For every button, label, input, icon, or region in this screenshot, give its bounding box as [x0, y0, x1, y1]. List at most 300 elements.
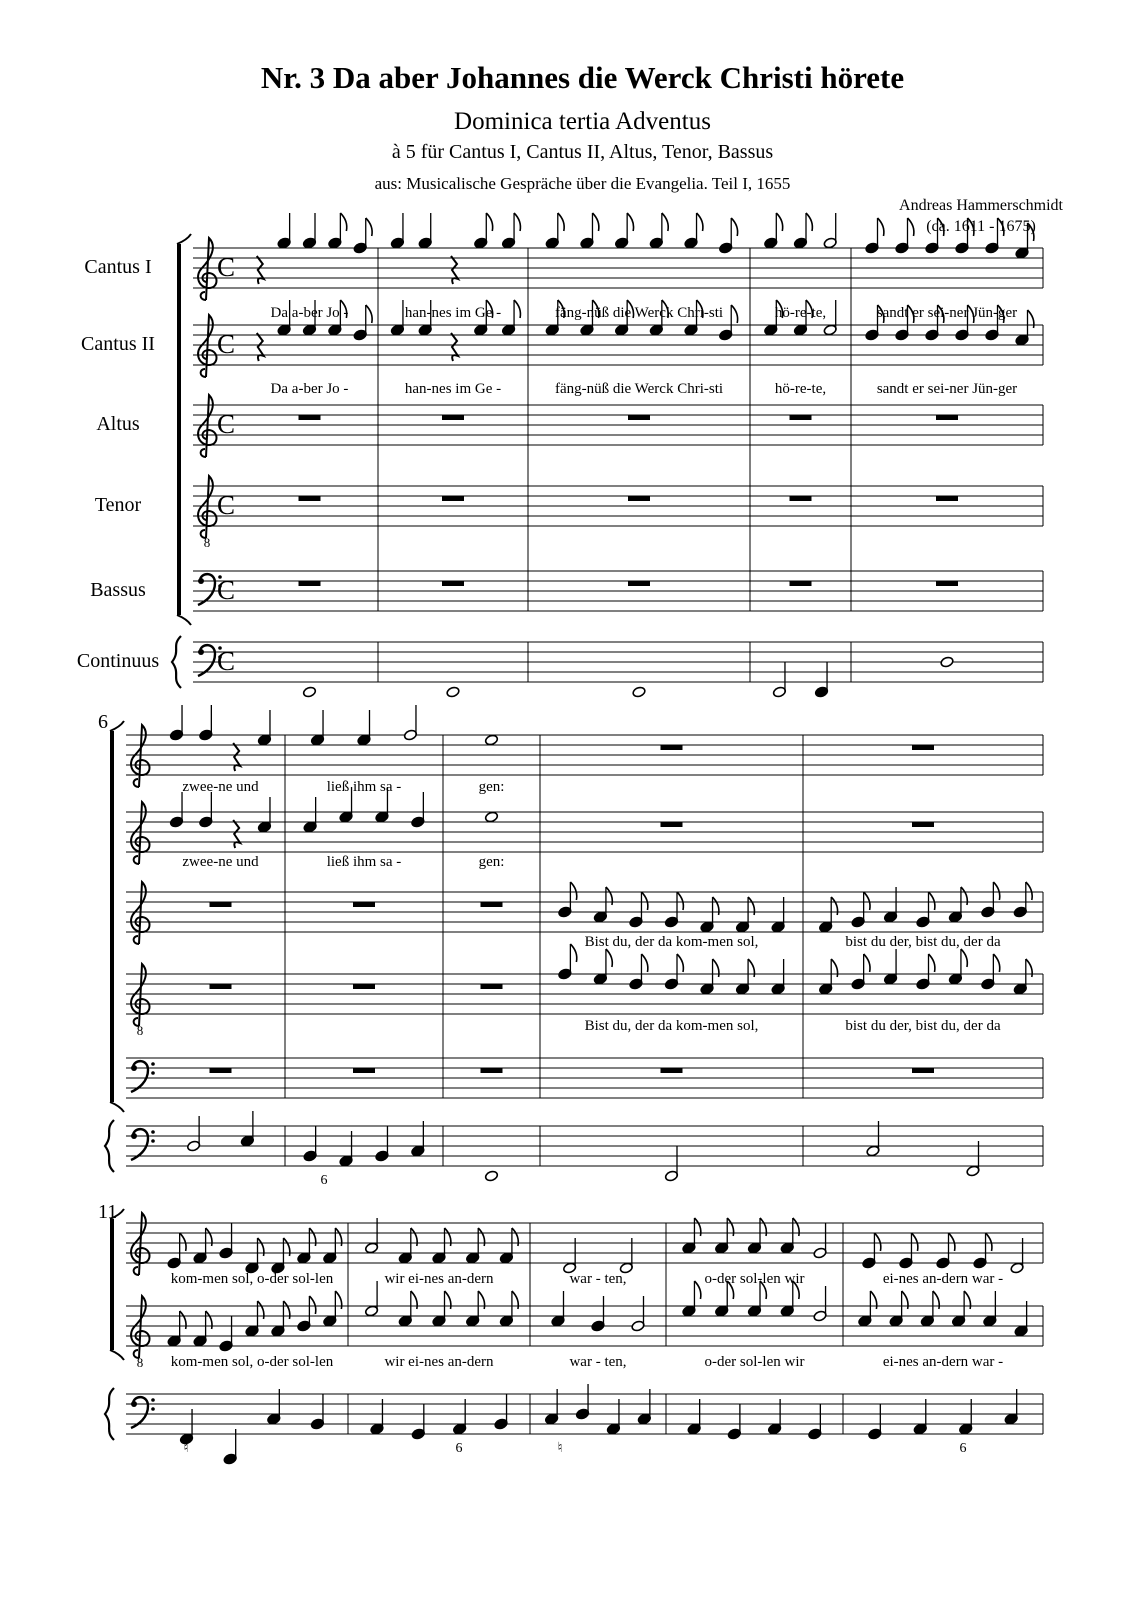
quarter-rest	[257, 256, 264, 284]
bracket-hook	[177, 615, 191, 625]
note-flag	[864, 954, 870, 972]
note	[727, 1404, 741, 1440]
note	[858, 1291, 877, 1327]
lyric: fäng-nüß die Werck Chri-sti	[554, 305, 724, 321]
treble-clef	[131, 964, 149, 1026]
note	[558, 882, 577, 918]
notehead	[484, 734, 498, 746]
lyric: ei-nes an-dern war -	[882, 1354, 1004, 1370]
lyric: zwee-ne und	[182, 854, 259, 870]
note	[664, 954, 683, 990]
whole-rest	[628, 415, 650, 420]
lyric: kom-men sol, o-der sol-len	[170, 1271, 334, 1287]
note-flag	[961, 949, 967, 967]
note	[862, 1233, 881, 1269]
note	[558, 944, 577, 980]
note	[889, 1291, 908, 1327]
note-flag	[776, 213, 782, 231]
note	[772, 662, 786, 698]
system-brace	[172, 636, 181, 688]
note	[257, 710, 271, 746]
voice-label: Cantus II	[81, 333, 155, 355]
note	[719, 218, 738, 254]
quarter-rest	[451, 256, 458, 284]
note-flag	[592, 213, 598, 231]
note	[466, 1291, 485, 1327]
bass-clef	[131, 1397, 155, 1428]
note-flag	[986, 1233, 992, 1251]
notehead	[446, 686, 460, 698]
whole-rest	[353, 984, 375, 989]
lyric: hö-re-te,	[774, 305, 827, 321]
staff-5	[193, 571, 1043, 611]
lyric: gen:	[478, 779, 505, 795]
note	[375, 1126, 389, 1162]
notehead	[632, 686, 646, 698]
note	[303, 797, 317, 833]
note-flag	[993, 882, 999, 900]
octave-mark: 8	[203, 535, 211, 550]
treble-clef-shape	[131, 725, 149, 787]
note	[277, 213, 291, 249]
voice-label: Tenor	[94, 494, 142, 516]
bass-clef-dot	[131, 1133, 137, 1139]
note	[169, 792, 183, 828]
whole-rest	[936, 496, 958, 501]
octave-mark: 8	[136, 1023, 144, 1038]
bass-clef-dot	[151, 1130, 155, 1134]
note	[981, 954, 1000, 990]
treble-clef-shape	[131, 1296, 149, 1358]
note	[916, 954, 935, 990]
note	[629, 954, 648, 990]
note	[981, 882, 1000, 918]
whole-rest	[628, 496, 650, 501]
note	[545, 213, 564, 249]
note	[219, 1223, 233, 1259]
whole-rest	[481, 1068, 503, 1073]
note	[632, 686, 646, 698]
note	[411, 1404, 425, 1440]
note	[952, 1291, 971, 1327]
whole-rest	[628, 581, 650, 586]
note	[357, 710, 371, 746]
note	[390, 300, 404, 336]
note	[629, 892, 648, 928]
whole-rest	[299, 415, 321, 420]
figured-bass: 6	[455, 1441, 463, 1456]
figured-bass: ♮	[183, 1441, 189, 1456]
whole-rest	[299, 496, 321, 501]
scoring-line: à 5 für Cantus I, Cantus II, Altus, Tenor, Bassus	[391, 141, 774, 163]
note	[813, 1223, 827, 1259]
whole-rest	[299, 581, 321, 586]
treble-clef	[131, 882, 149, 944]
bass-clef	[131, 1129, 155, 1160]
note-flag	[949, 1233, 955, 1251]
note-flag	[641, 892, 647, 910]
treble-clef	[198, 238, 216, 300]
note-flag	[731, 218, 737, 236]
composer-name: Andreas Hammerschmidt	[899, 197, 1063, 214]
note	[851, 892, 870, 928]
note	[199, 705, 213, 741]
note-flag	[694, 1281, 700, 1299]
note	[736, 959, 755, 995]
staff-2	[193, 315, 1043, 377]
lyric: gen:	[478, 854, 505, 870]
treble-clef-shape	[198, 395, 216, 457]
notehead	[302, 686, 316, 698]
lyric: ei-nes an-dern war -	[882, 1271, 1004, 1287]
piece-title: Nr. 3 Da aber Johannes die Werck Christi hörete	[260, 60, 905, 95]
note	[814, 662, 828, 698]
note	[700, 959, 719, 995]
whole-rest	[353, 1068, 375, 1073]
treble-clef-shape	[131, 802, 149, 864]
voice-label: Altus	[96, 413, 140, 435]
note	[1013, 882, 1032, 918]
note-flag	[558, 213, 564, 231]
note-flag	[908, 218, 914, 236]
note	[823, 213, 837, 249]
whole-rest	[442, 496, 464, 501]
figured-bass: 6	[320, 1173, 328, 1188]
notehead	[940, 656, 954, 668]
lyric: hö-re-te,	[774, 381, 827, 397]
note	[808, 1404, 822, 1440]
note	[631, 1296, 645, 1332]
note	[257, 797, 271, 833]
note-flag	[929, 892, 935, 910]
note	[501, 213, 520, 249]
treble-clef-shape	[198, 315, 216, 377]
note-flag	[340, 213, 346, 231]
lyric: bist du der, bist du, der da	[845, 1018, 1001, 1034]
note-flag	[938, 218, 944, 236]
note	[398, 1291, 417, 1327]
lyric: Da a-ber Jo -	[270, 305, 349, 321]
note-flag	[998, 218, 1004, 236]
note	[169, 705, 183, 741]
note	[682, 1281, 701, 1317]
note	[418, 213, 432, 249]
lyric: sandt er sei-ner Jün-ger	[876, 381, 1018, 397]
note	[771, 959, 785, 995]
note	[219, 1316, 233, 1352]
note-flag	[968, 218, 974, 236]
note-flag	[874, 1233, 880, 1251]
note	[551, 1291, 565, 1327]
whole-rest	[661, 745, 683, 750]
whole-rest	[790, 581, 812, 586]
note	[899, 1233, 918, 1269]
bass-clef	[131, 1061, 155, 1092]
system-brace	[105, 1120, 114, 1172]
note-flag	[1026, 882, 1032, 900]
note-flag	[662, 213, 668, 231]
voice-label: Continuus	[76, 650, 160, 672]
time-signature: C	[217, 252, 236, 282]
figured-bass: ♮	[557, 1441, 563, 1456]
note	[649, 213, 668, 249]
note	[983, 1291, 997, 1327]
bass-clef-dot	[198, 578, 204, 584]
note	[403, 705, 417, 741]
note	[167, 1233, 186, 1269]
bass-clef-dot	[131, 1401, 137, 1407]
lyric: zwee-ne und	[182, 779, 259, 795]
note	[297, 1296, 316, 1332]
lyric: o-der sol-len wir	[704, 1271, 805, 1287]
note-flag	[514, 300, 520, 318]
whole-rest	[210, 984, 232, 989]
note-flag	[1028, 223, 1034, 241]
staff-5	[126, 1058, 1043, 1098]
note	[303, 1126, 317, 1162]
note-flag	[929, 954, 935, 972]
note-flag	[993, 954, 999, 972]
staff-3	[193, 395, 1043, 457]
note-flag	[641, 954, 647, 972]
bracket-hook	[110, 1350, 124, 1360]
treble-clef	[198, 315, 216, 377]
note	[474, 213, 493, 249]
note	[920, 1291, 939, 1327]
note	[484, 1170, 498, 1182]
time-signature: C	[217, 646, 236, 676]
treble-clef	[131, 1296, 149, 1358]
quarter-rest	[233, 743, 240, 771]
lyric: bist du der, bist du, der da	[845, 934, 1001, 950]
lyric: o-der sol-len wir	[704, 1354, 805, 1370]
note	[365, 1281, 379, 1317]
note	[501, 300, 520, 336]
voice-label: Cantus I	[84, 256, 152, 278]
lyric: war - ten,	[569, 1271, 627, 1287]
treble-clef	[131, 725, 149, 787]
note-flag	[627, 213, 633, 231]
note	[353, 218, 372, 254]
system-brace	[105, 1388, 114, 1440]
bracket-hook	[110, 721, 124, 731]
note-flag	[570, 882, 576, 900]
treble-clef-shape	[198, 476, 216, 538]
bass-clef-dot	[151, 1139, 155, 1143]
staff-6	[126, 1126, 1043, 1166]
note-flag	[180, 1233, 186, 1251]
note	[916, 892, 935, 928]
note	[883, 949, 897, 985]
treble-clef	[198, 395, 216, 457]
piece-subtitle: Dominica tertia Adventus	[454, 108, 711, 135]
note	[664, 1146, 678, 1182]
time-signature: C	[217, 575, 236, 605]
note	[955, 218, 974, 254]
note	[764, 213, 783, 249]
composer-dates: (ca. 1611 - 1675)	[926, 218, 1036, 235]
staff-6	[193, 642, 1043, 682]
note-flag	[878, 218, 884, 236]
whole-rest	[661, 1068, 683, 1073]
figured-bass: 6	[959, 1441, 967, 1456]
lyric: Da a-ber Jo -	[270, 381, 349, 397]
lyric: Bist du, der da kom-men sol,	[584, 934, 759, 950]
staff-4	[193, 476, 1043, 550]
note	[187, 1116, 201, 1152]
whole-rest	[912, 1068, 934, 1073]
lyric: wir ei-nes an-dern	[384, 1354, 494, 1370]
note	[302, 686, 316, 698]
time-signature: C	[217, 329, 236, 359]
note	[948, 949, 967, 985]
note	[353, 305, 372, 341]
note-flag	[366, 218, 372, 236]
treble-clef	[198, 476, 216, 538]
note	[868, 1404, 882, 1440]
lyric: ließ ihm sa -	[326, 779, 402, 795]
note-flag	[677, 892, 683, 910]
bass-clef-dot	[198, 649, 204, 655]
whole-rest	[790, 415, 812, 420]
source-line: aus: Musicalische Gespräche über die Evangelia. Teil I, 1655	[374, 174, 791, 193]
note	[819, 959, 838, 995]
note	[432, 1291, 451, 1327]
lyric: Bist du, der da kom-men sol,	[584, 1018, 759, 1034]
note	[240, 1111, 254, 1147]
whole-rest	[210, 1068, 232, 1073]
staff-2	[126, 802, 1043, 864]
time-signature: C	[217, 409, 236, 439]
lyric: war - ten,	[569, 1354, 627, 1370]
note	[895, 218, 914, 254]
note-flag	[911, 1233, 917, 1251]
note	[593, 949, 612, 985]
note	[684, 213, 703, 249]
note	[591, 1296, 605, 1332]
note	[1015, 310, 1034, 346]
notehead	[484, 1170, 498, 1182]
measure-number: 11	[98, 1201, 118, 1223]
whole-rest	[936, 415, 958, 420]
note	[936, 1233, 955, 1269]
whole-rest	[936, 581, 958, 586]
lyric: han-nes im Ge -	[404, 381, 502, 397]
octave-mark: 8	[136, 1355, 144, 1370]
whole-rest	[442, 581, 464, 586]
note	[199, 792, 213, 828]
bass-clef-dot	[151, 1398, 155, 1402]
note	[1015, 223, 1034, 259]
note-flag	[570, 944, 576, 962]
time-signature: C	[217, 490, 236, 520]
whole-rest	[790, 496, 812, 501]
bass-clef-dot	[151, 1071, 155, 1075]
note	[328, 213, 347, 249]
note	[310, 710, 324, 746]
bracket-hook	[177, 234, 191, 244]
treble-clef-shape	[131, 964, 149, 1026]
note	[323, 1291, 342, 1327]
whole-rest	[210, 902, 232, 907]
lyric: ließ ihm sa -	[326, 854, 402, 870]
whole-rest	[481, 902, 503, 907]
bracket-hook	[110, 1102, 124, 1112]
whole-rest	[481, 984, 503, 989]
note	[575, 1384, 589, 1420]
note	[985, 218, 1004, 254]
quarter-rest	[257, 333, 264, 361]
note	[865, 218, 884, 254]
note	[390, 213, 404, 249]
treble-clef-shape	[131, 882, 149, 944]
lyric: wir ei-nes an-dern	[384, 1271, 494, 1287]
note	[310, 1394, 324, 1430]
note	[484, 734, 498, 746]
note	[940, 656, 954, 668]
whole-rest	[661, 822, 683, 827]
note-flag	[864, 892, 870, 910]
lyric: sandt er sei-ner Jün-ger	[876, 305, 1018, 321]
lyric: han-nes im Ge -	[404, 305, 502, 321]
bass-clef-dot	[151, 1407, 155, 1411]
note	[302, 213, 316, 249]
note-flag	[606, 949, 612, 967]
whole-rest	[442, 415, 464, 420]
whole-rest	[912, 745, 934, 750]
treble-clef	[131, 802, 149, 864]
note	[664, 892, 683, 928]
note	[793, 213, 812, 249]
note-flag	[366, 305, 372, 323]
note	[499, 1291, 518, 1327]
treble-clef-shape	[131, 1213, 149, 1275]
note	[411, 792, 425, 828]
note	[615, 213, 634, 249]
bass-clef-dot	[131, 1065, 137, 1071]
note	[973, 1233, 992, 1269]
note-flag	[806, 213, 812, 231]
measure-number: 6	[98, 711, 108, 733]
bass-clef-dot	[151, 1062, 155, 1066]
treble-clef	[131, 1213, 149, 1275]
whole-rest	[353, 902, 375, 907]
whole-rest	[912, 822, 934, 827]
lyric: kom-men sol, o-der sol-len	[170, 1354, 334, 1370]
note-flag	[309, 1296, 315, 1314]
note	[484, 811, 498, 823]
note	[1013, 959, 1032, 995]
notehead	[484, 811, 498, 823]
note-flag	[514, 213, 520, 231]
note	[851, 954, 870, 990]
note	[925, 218, 944, 254]
note-flag	[697, 213, 703, 231]
lyric: fäng-nüß die Werck Chri-sti	[554, 381, 724, 397]
note	[446, 686, 460, 698]
note-flag	[731, 305, 737, 323]
note	[494, 1394, 508, 1430]
treble-clef-shape	[198, 238, 216, 300]
quarter-rest	[451, 333, 458, 361]
note-flag	[677, 954, 683, 972]
staff-1	[126, 725, 1043, 787]
note-flag	[486, 213, 492, 231]
voice-label: Bassus	[90, 579, 146, 601]
note	[580, 213, 599, 249]
quarter-rest	[233, 820, 240, 848]
note	[813, 1286, 827, 1322]
